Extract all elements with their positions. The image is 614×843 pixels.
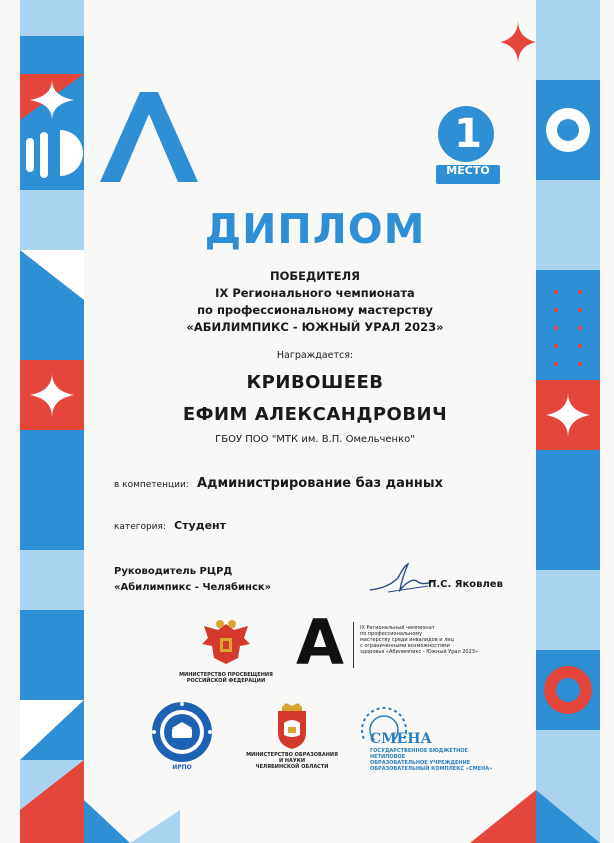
signatory-role-line-2: «Абилимпикс - Челябинск» <box>114 582 272 593</box>
subtitle-block <box>90 268 540 336</box>
smena-caption-line-2: ОБРАЗОВАТЕЛЬНОЕ УЧРЕЖДЕНИЕ <box>370 760 471 766</box>
regional-ministry-caption <box>244 752 340 770</box>
championship-caption-line-3: мастерству среди инвалидов и лиц <box>360 637 454 643</box>
chelyabinsk-emblem-icon <box>272 703 312 751</box>
championship-caption-line-5: здоровья «Абилимпикс - Южный Урал 2023» <box>360 649 479 655</box>
smena-caption-line-1: ГОСУДАРСТВЕННОЕ БЮДЖЕТНОЕ НЕТИПОВОЕ <box>370 748 468 760</box>
championship-caption <box>360 625 510 655</box>
competence-line <box>114 472 534 491</box>
championship-caption-line-4: с ограниченными возможностями <box>360 643 450 649</box>
smena-title: СМЕНА <box>370 731 432 747</box>
irpo-caption: ИРПО <box>172 764 192 771</box>
signature <box>368 560 438 596</box>
competence-label: в компетенции: <box>114 480 189 490</box>
recipient-surname: КРИВОШЕЕВ <box>246 372 384 393</box>
subtitle-line-2: IX Регионального чемпионата <box>215 286 415 300</box>
category-label: категория: <box>114 522 166 532</box>
ministry-caption-line-2: РОССИЙСКОЙ ФЕДЕРАЦИИ <box>186 678 266 684</box>
diploma-title: ДИПЛОМ <box>204 205 426 253</box>
regional-ministry-caption-line-2: ЧЕЛЯБИНСКОЙ ОБЛАСТИ <box>255 764 329 770</box>
regional-ministry-caption-line-1: МИНИСТЕРСТВО ОБРАЗОВАНИЯ И НАУКИ <box>246 752 338 764</box>
subtitle-line-3: по профессиональному мастерству <box>197 303 433 317</box>
ministry-caption <box>176 672 276 684</box>
smena-caption <box>370 748 500 772</box>
smena-caption-line-3: ОБРАЗОВАТЕЛЬНЫЙ КОМПЛЕКС «СМЕНА» <box>370 766 493 772</box>
subtitle-line-4: «АБИЛИМПИКС - ЮЖНЫЙ УРАЛ 2023» <box>186 320 444 334</box>
recipient-given-names: ЕФИМ АЛЕКСАНДРОВИЧ <box>182 404 448 425</box>
irpo-logo-icon <box>150 700 214 764</box>
russian-coat-of-arms-icon <box>196 618 256 670</box>
place-label: МЕСТО <box>446 164 490 177</box>
subtitle-line-1: ПОБЕДИТЕЛЯ <box>270 269 360 283</box>
place-number: 1 <box>454 111 482 157</box>
signatory-role <box>114 564 334 596</box>
awarded-label: Награждается: <box>276 350 354 361</box>
logo-divider <box>353 622 354 668</box>
category-line <box>114 514 414 533</box>
category-value: Студент <box>174 519 227 532</box>
recipient-school: ГБОУ ПОО "МТК им. В.П. Омельченко" <box>215 434 415 445</box>
signatory-role-line-1: Руководитель РЦРД <box>114 566 233 577</box>
place-badge <box>436 106 500 186</box>
abilympics-logo: A <box>296 606 344 679</box>
signatory-name: П.С. Яковлев <box>428 579 503 590</box>
championship-caption-line-1: IX Региональный чемпионат <box>360 625 435 631</box>
competence-value: Администрирование баз данных <box>196 476 443 491</box>
championship-caption-line-2: по профессиональному <box>360 631 423 637</box>
ministry-caption-line-1: МИНИСТЕРСТВО ПРОСВЕЩЕНИЯ <box>179 672 273 678</box>
